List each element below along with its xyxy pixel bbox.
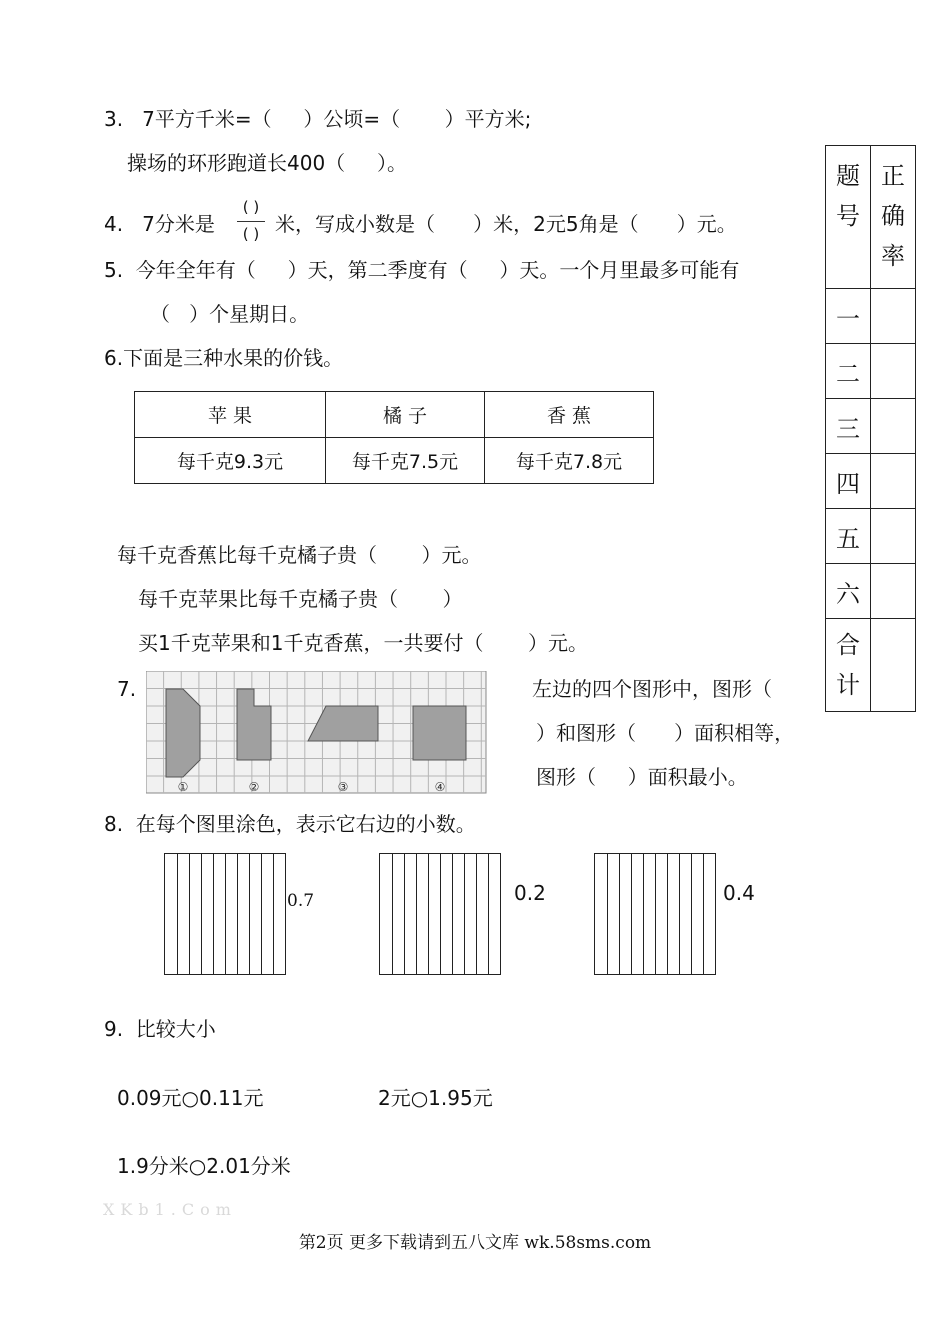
q3-line2: 操场的环形跑道长400（ ）。: [127, 151, 407, 175]
shape-grid: [146, 671, 488, 795]
fruit-price-apple: 每千克9.3元: [135, 438, 326, 484]
score-row-label: 四: [826, 454, 871, 509]
score-row-total: 合 计: [826, 619, 871, 712]
q6-line1: 每千克香蕉比每千克橘子贵（ ）元。: [117, 543, 482, 567]
q6-line3: 买1千克苹果和1千克香蕉，一共要付（ ）元。: [138, 631, 588, 655]
q3-line1: 3. 7平方千米=（ ）公顷=（ ）平方米;: [104, 107, 532, 131]
fraction-numerator: ( ): [242, 198, 260, 216]
fruit-price-table: [134, 391, 654, 484]
q4-prefix: 4. 7分米是: [104, 212, 215, 236]
q5-line2: （ ）个星期日。: [150, 302, 310, 326]
q9-title: 9. 比较大小: [104, 1017, 216, 1041]
q7-text2: ）和图形（ ）面积相等，: [536, 721, 795, 745]
score-header-accuracy: 正 确 率: [871, 146, 916, 289]
q8-title: 8. 在每个图里涂色，表示它右边的小数。: [104, 812, 476, 836]
shape-label-3: ③: [337, 780, 349, 794]
fraction-blank: [233, 196, 269, 248]
score-cell[interactable]: [871, 564, 916, 619]
q7-text1: 左边的四个图形中，图形（: [532, 677, 772, 701]
q4-rest: 米，写成小数是（ ）米，2元5角是（ ）元。: [275, 212, 737, 236]
q6-line2: 每千克苹果比每千克橘子贵（ ）: [138, 587, 463, 611]
shape-label-4: ④: [434, 780, 446, 794]
score-row-label: 六: [826, 564, 871, 619]
q7-num: 7.: [117, 677, 137, 701]
decimal-box-1[interactable]: [164, 853, 286, 975]
score-cell[interactable]: [871, 399, 916, 454]
decimal-box-3[interactable]: [594, 853, 716, 975]
compare-3: 1.9分米○2.01分米: [117, 1154, 291, 1178]
score-row-label: 三: [826, 399, 871, 454]
score-cell[interactable]: [871, 454, 916, 509]
decimal-value-2: 0.2: [514, 881, 546, 905]
score-header-number: 题 号: [826, 146, 871, 289]
compare-1: 0.09元○0.11元: [117, 1086, 264, 1110]
shape-label-2: ②: [248, 780, 260, 794]
shape-1: [166, 689, 200, 777]
fruit-price-orange: 每千克7.5元: [326, 438, 485, 484]
compare-2: 2元○1.95元: [378, 1086, 493, 1110]
q5-line1: 5. 今年全年有（ ）天，第二季度有（ ）天。一个月里最多可能有: [104, 258, 740, 282]
fruit-header-banana: 香 蕉: [485, 392, 654, 438]
score-row-label: 一: [826, 289, 871, 344]
shape-4: [413, 706, 466, 760]
score-cell[interactable]: [871, 344, 916, 399]
score-row-label: 二: [826, 344, 871, 399]
score-table: [825, 145, 916, 712]
score-cell[interactable]: [871, 289, 916, 344]
q6-title: 6.下面是三种水果的价钱。: [104, 346, 344, 370]
decimal-box-2[interactable]: [379, 853, 501, 975]
watermark: XKb1.Com: [103, 1200, 237, 1219]
page-footer: 第2页 更多下载请到五八文库 wk.58sms.com: [298, 1233, 652, 1253]
decimal-value-1: 0.7: [287, 891, 315, 911]
score-cell[interactable]: [871, 619, 916, 712]
fruit-price-banana: 每千克7.8元: [485, 438, 654, 484]
fraction-denominator: ( ): [242, 225, 260, 243]
q7-text3: 图形（ ）面积最小。: [536, 765, 748, 789]
score-row-label: 五: [826, 509, 871, 564]
decimal-value-3: 0.4: [723, 881, 755, 905]
score-cell[interactable]: [871, 509, 916, 564]
shape-label-1: ①: [177, 780, 189, 794]
fruit-header-orange: 橘 子: [326, 392, 485, 438]
fruit-header-apple: 苹 果: [135, 392, 326, 438]
